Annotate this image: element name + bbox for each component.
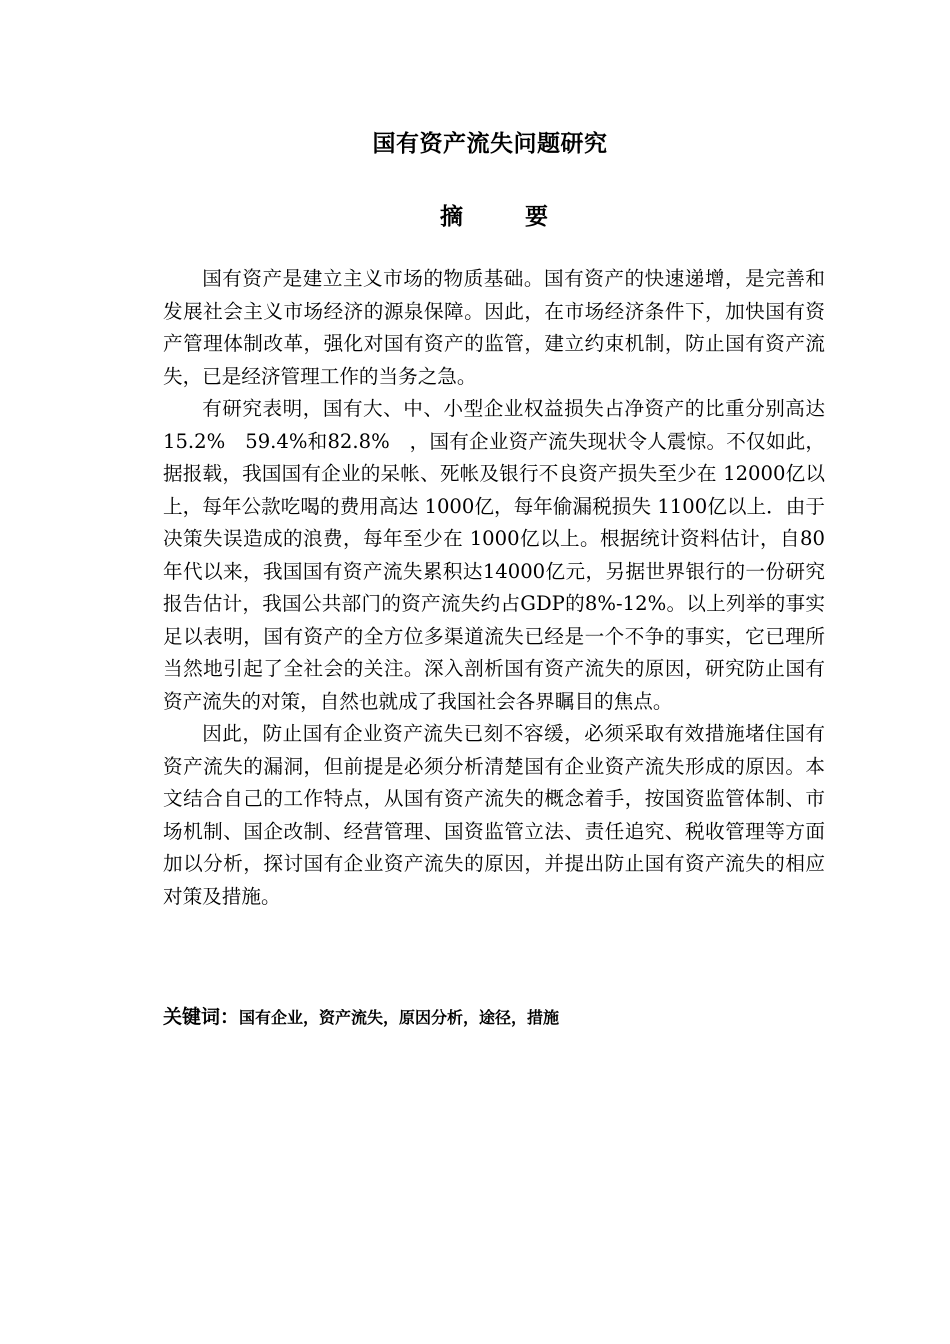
abstract-paragraph-2: 有研究表明，国有大、中、小型企业权益损失占净资产的比重分别高达15.2% 59.4%和82.8% ，国有企业资产流失现状令人震惊。不仅如此，据报载，我国国有企业的呆帐、死帐及银行不良资产损失至少在 12000亿以上，每年公款吃喝的费用高达 1000亿，每年偷漏税损失 1100亿以上．由于决策失误造成的浪费，每年至少在 1000亿以上。根据统计资料估计，自80年代以来，我国国有资产流失累积达14000亿元，另据世界银行的一份研究报告估计，我国公共部门的资产流失约占GDP的8%-12%。以上列举的事实足以表明，国有资产的全方位多渠道流失已经是一个不争的事实，它已理所当然地引起了全社会的关注。深入剖析国有资产流失的原因，研究防止国有资产流失的对策，自然也就成了我国社会各界瞩目的焦点。 xyxy=(163,397,825,713)
keywords-line xyxy=(163,1002,825,1033)
abstract-paragraph-1: 国有资产是建立主义市场的物质基础。国有资产的快速递增，是完善和发展社会主义市场经济的源泉保障。因此，在市场经济条件下，加快国有资产管理体制改革，强化对国有资产的监管，建立约束机制，防止国有资产流失，已是经济管理工作的当务之急。 xyxy=(163,267,825,388)
keywords-value: 国有企业，资产流失，原因分析，途径，措施 xyxy=(239,1008,560,1027)
keywords-label: 关键词： xyxy=(163,1006,240,1028)
abstract-paragraph-3: 因此，防止国有企业资产流失已刻不容缓，必须采取有效措施堵住国有资产流失的漏洞，但前提是必须分析清楚国有企业资产流失形成的原因。本文结合自己的工作特点，从国有资产流失的概念着手，按国资监管体制、市场机制、国企改制、经营管理、国资监管立法、责任追究、税收管理等方面加以分析，探讨国有企业资产流失的原因，并提出防止国有资产流失的相应对策及措施。 xyxy=(163,722,825,908)
abstract-heading: 摘要 xyxy=(440,204,610,230)
paper-title: 国有资产流失问题研究 xyxy=(372,131,608,157)
abstract-body xyxy=(163,263,825,913)
